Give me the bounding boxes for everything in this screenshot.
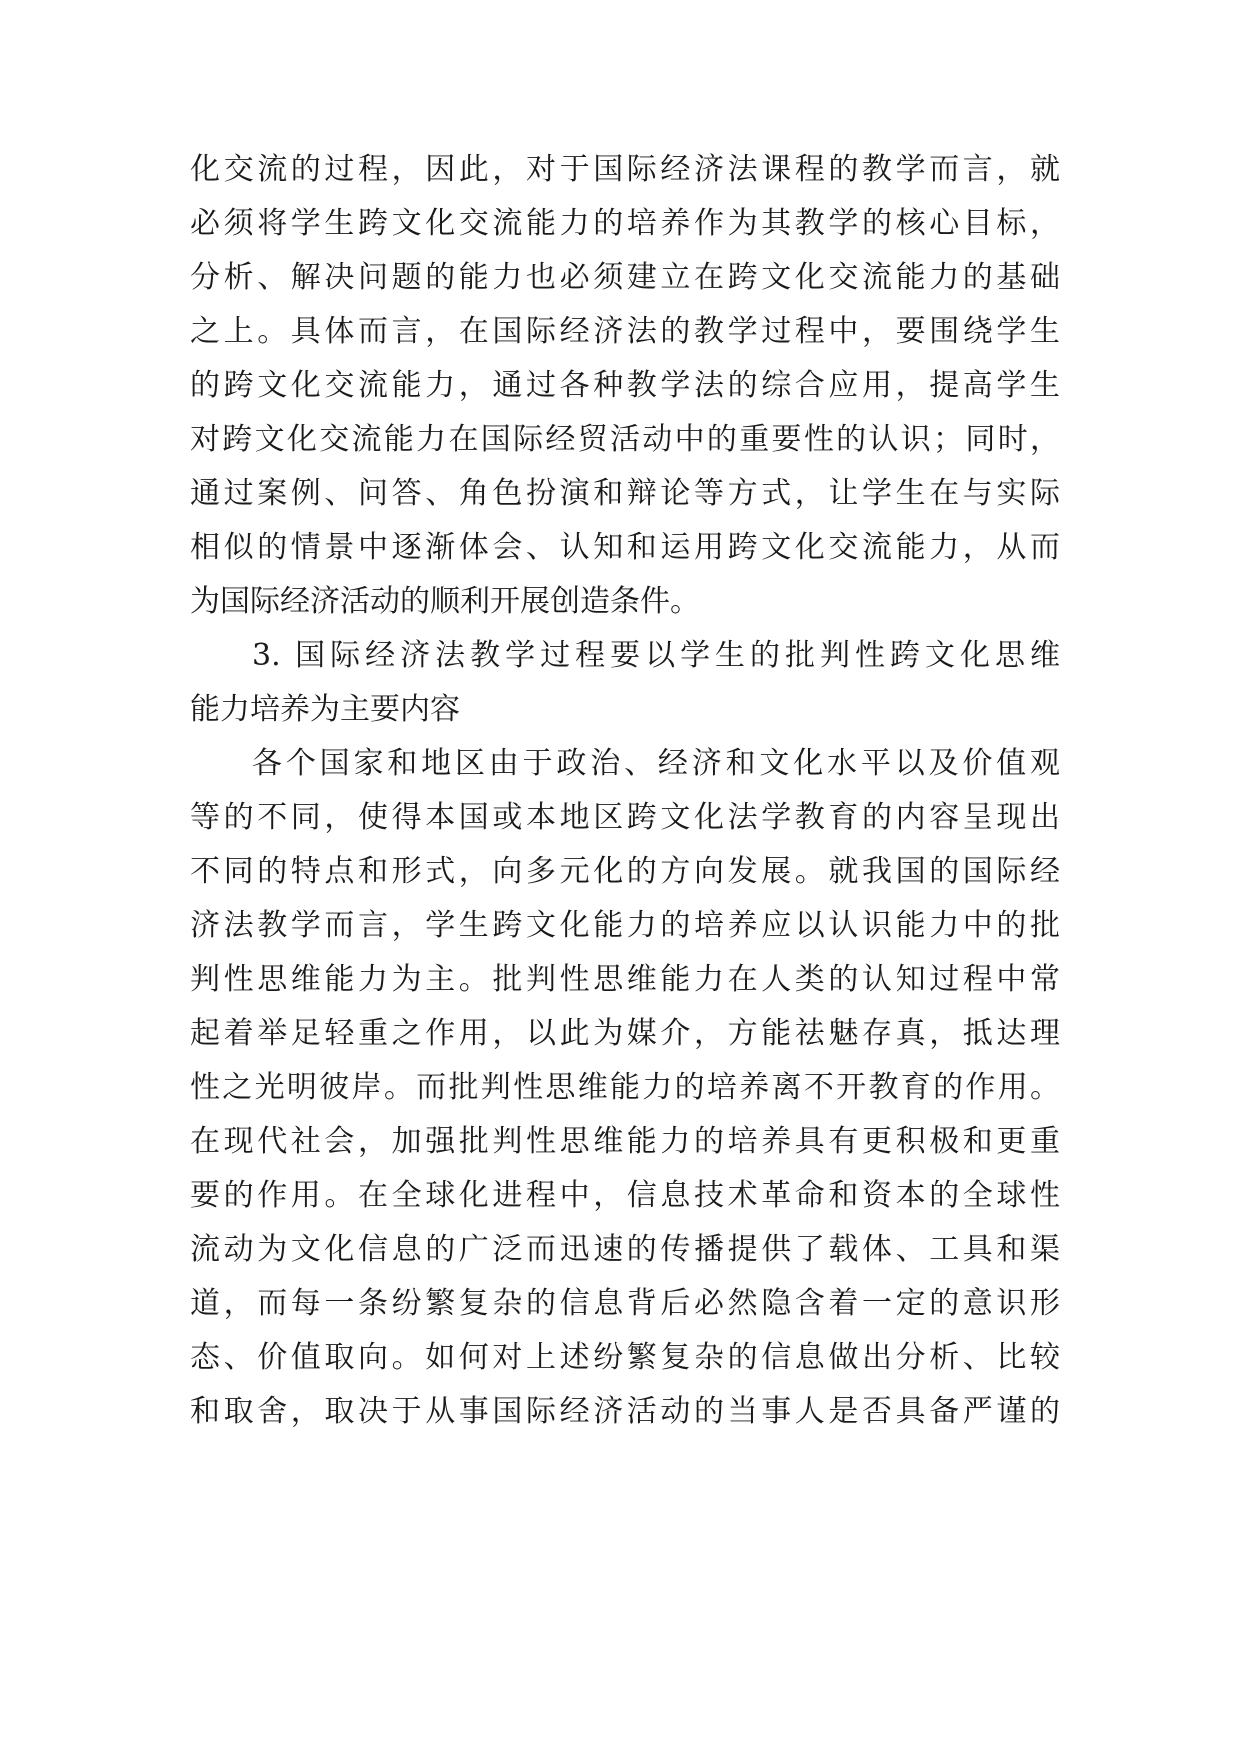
text-line: 等的不同，使得本国或本地区跨文化法学教育的内容呈现出 bbox=[190, 800, 1060, 835]
text-line: 和取舍，取决于从事国际经济活动的当事人是否具备严谨的 bbox=[190, 1394, 1060, 1429]
text-line: 对跨文化交流能力在国际经贸活动中的重要性的认识；同时， bbox=[190, 422, 1060, 457]
text-line: 道，而每一条纷繁复杂的信息背后必然隐含着一定的意识形 bbox=[190, 1286, 1060, 1321]
text-line: 起着举足轻重之作用，以此为媒介，方能祛魅存真，抵达理 bbox=[190, 1016, 1060, 1051]
text-line: 不同的特点和形式，向多元化的方向发展。就我国的国际经 bbox=[190, 854, 1060, 889]
text-line: 通过案例、问答、角色扮演和辩论等方式，让学生在与实际 bbox=[190, 476, 1060, 511]
text-line: 判性思维能力为主。批判性思维能力在人类的认知过程中常 bbox=[190, 962, 1060, 997]
text-line: 为国际经济活动的顺利开展创造条件。 bbox=[190, 584, 700, 619]
text-line: 相似的情景中逐渐体会、认知和运用跨文化交流能力，从而 bbox=[190, 530, 1060, 565]
text-line: 态、价值取向。如何对上述纷繁复杂的信息做出分析、比较 bbox=[190, 1340, 1060, 1375]
text-line: 各个国家和地区由于政治、经济和文化水平以及价值观 bbox=[252, 746, 1060, 781]
section-heading: 能力培养为主要内容 bbox=[190, 692, 460, 727]
text-line: 必须将学生跨文化交流能力的培养作为其教学的核心目标， bbox=[190, 206, 1060, 241]
text-line: 化交流的过程，因此，对于国际经济法课程的教学而言，就 bbox=[190, 152, 1060, 187]
text-line: 之上。具体而言，在国际经济法的教学过程中，要围绕学生 bbox=[190, 314, 1060, 349]
text-line: 性之光明彼岸。而批判性思维能力的培养离不开教育的作用。 bbox=[190, 1070, 1060, 1105]
section-heading: 3. 国际经济法教学过程要以学生的批判性跨文化思维 bbox=[252, 638, 1060, 673]
text-line: 流动为文化信息的广泛而迅速的传播提供了载体、工具和渠 bbox=[190, 1232, 1060, 1267]
text-line: 在现代社会，加强批判性思维能力的培养具有更积极和更重 bbox=[190, 1124, 1060, 1159]
text-line: 的跨文化交流能力，通过各种教学法的综合应用，提高学生 bbox=[190, 368, 1060, 403]
text-line: 分析、解决问题的能力也必须建立在跨文化交流能力的基础 bbox=[190, 260, 1060, 295]
text-line: 要的作用。在全球化进程中，信息技术革命和资本的全球性 bbox=[190, 1178, 1060, 1213]
text-line: 济法教学而言，学生跨文化能力的培养应以认识能力中的批 bbox=[190, 908, 1060, 943]
